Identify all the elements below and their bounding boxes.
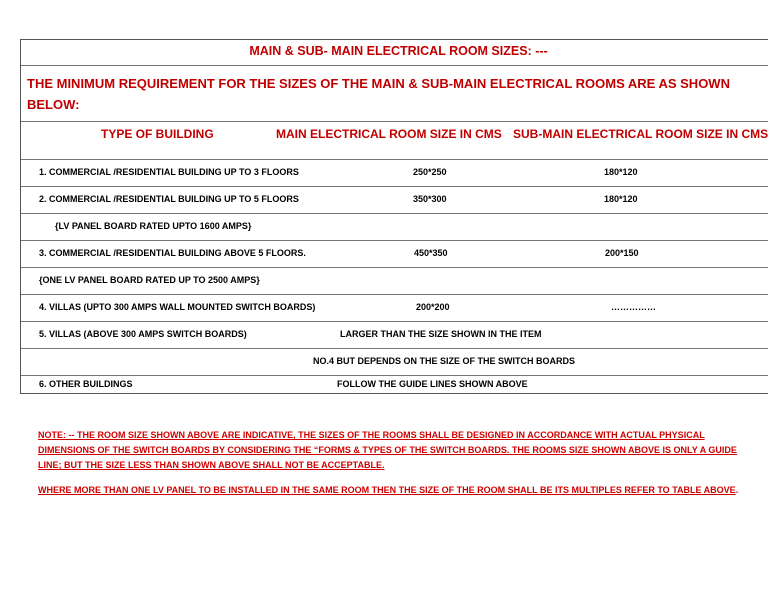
page-title: MAIN & SUB- MAIN ELECTRICAL ROOM SIZES: --- bbox=[249, 44, 548, 58]
row-main-size-continued: NO.4 BUT DEPENDS ON THE SIZE OF THE SWITCH BOARDS bbox=[313, 356, 576, 366]
note-indicative-sizes: NOTE: -- THE ROOM SIZE SHOWN ABOVE ARE INDICATIVE, THE SIZES OF THE ROOMS SHALL BE DESIGNED IN ACCORDANCE WITH ACTUAL PHYSICAL DIMENSIONS OF THE SWITCH BOARDS BY CONSIDERING THE “FORMS & TYPES OF THE SWITCH BOARDS. THE ROOMS SIZE SHOWN ABOVE IS ONLY A GUIDE LINE; BUT THE SIZE LESS THAN SHOWN ABOVE SHALL NOT BE ACCEPTABLE. bbox=[38, 430, 737, 470]
header-type-of-building: TYPE OF BUILDING bbox=[101, 127, 214, 141]
row-main-size: FOLLOW THE GUIDE LINES SHOWN ABOVE bbox=[337, 379, 528, 389]
requirement-row bbox=[21, 66, 768, 122]
header-main-room-size: MAIN ELECTRICAL ROOM SIZE IN CMS bbox=[276, 127, 502, 141]
table-row bbox=[21, 268, 768, 295]
table-row bbox=[21, 214, 768, 241]
row-main-size: 200*200 bbox=[416, 302, 450, 312]
table-row bbox=[21, 349, 768, 376]
table-row bbox=[21, 295, 768, 322]
table-row bbox=[21, 187, 768, 214]
header-row bbox=[21, 122, 768, 160]
row-sub-size: 200*150 bbox=[605, 248, 639, 258]
row-type: 4. VILLAS (UPTO 300 AMPS WALL MOUNTED SWITCH BOARDS) bbox=[39, 302, 316, 312]
row-type: 1. COMMERCIAL /RESIDENTIAL BUILDING UP TO 3 FLOORS bbox=[39, 167, 299, 177]
requirement-text: THE MINIMUM REQUIREMENT FOR THE SIZES OF THE MAIN & SUB-MAIN ELECTRICAL ROOMS ARE AS SHOWN BELOW: bbox=[27, 76, 730, 112]
electrical-room-table bbox=[20, 39, 768, 394]
row-type: {ONE LV PANEL BOARD RATED UP TO 2500 AMPS} bbox=[39, 275, 260, 285]
row-type: 6. OTHER BUILDINGS bbox=[39, 379, 133, 389]
row-type: 5. VILLAS (ABOVE 300 AMPS SWITCH BOARDS) bbox=[39, 329, 247, 339]
row-main-size: 250*250 bbox=[413, 167, 447, 177]
table-row bbox=[21, 322, 768, 349]
table-row bbox=[21, 241, 768, 268]
row-sub-size: …………… bbox=[611, 302, 656, 312]
table-row bbox=[21, 376, 768, 395]
header-sub-main-room-size: SUB-MAIN ELECTRICAL ROOM SIZE IN CMS bbox=[513, 127, 768, 141]
row-sub-size: 180*120 bbox=[604, 194, 638, 204]
row-type: 2. COMMERCIAL /RESIDENTIAL BUILDING UP TO 5 FLOORS bbox=[39, 194, 299, 204]
note-multiple-panels bbox=[38, 483, 758, 498]
table-row bbox=[21, 160, 768, 187]
row-main-size: LARGER THAN THE SIZE SHOWN IN THE ITEM bbox=[340, 329, 542, 339]
row-main-size: 350*300 bbox=[413, 194, 447, 204]
note-multiple-panels-period: . bbox=[735, 485, 739, 495]
row-type: 3. COMMERCIAL /RESIDENTIAL BUILDING ABOVE 5 FLOORS. bbox=[39, 248, 306, 258]
row-main-size: 450*350 bbox=[414, 248, 448, 258]
row-sub-size: 180*120 bbox=[604, 167, 638, 177]
note-multiple-panels-text: WHERE MORE THAN ONE LV PANEL TO BE INSTALLED IN THE SAME ROOM THEN THE SIZE OF THE ROOM SHALL BE ITS MULTIPLES REFER TO TABLE ABOVE bbox=[38, 485, 736, 495]
row-type: {LV PANEL BOARD RATED UPTO 1600 AMPS} bbox=[55, 221, 252, 231]
title-row bbox=[21, 40, 768, 66]
